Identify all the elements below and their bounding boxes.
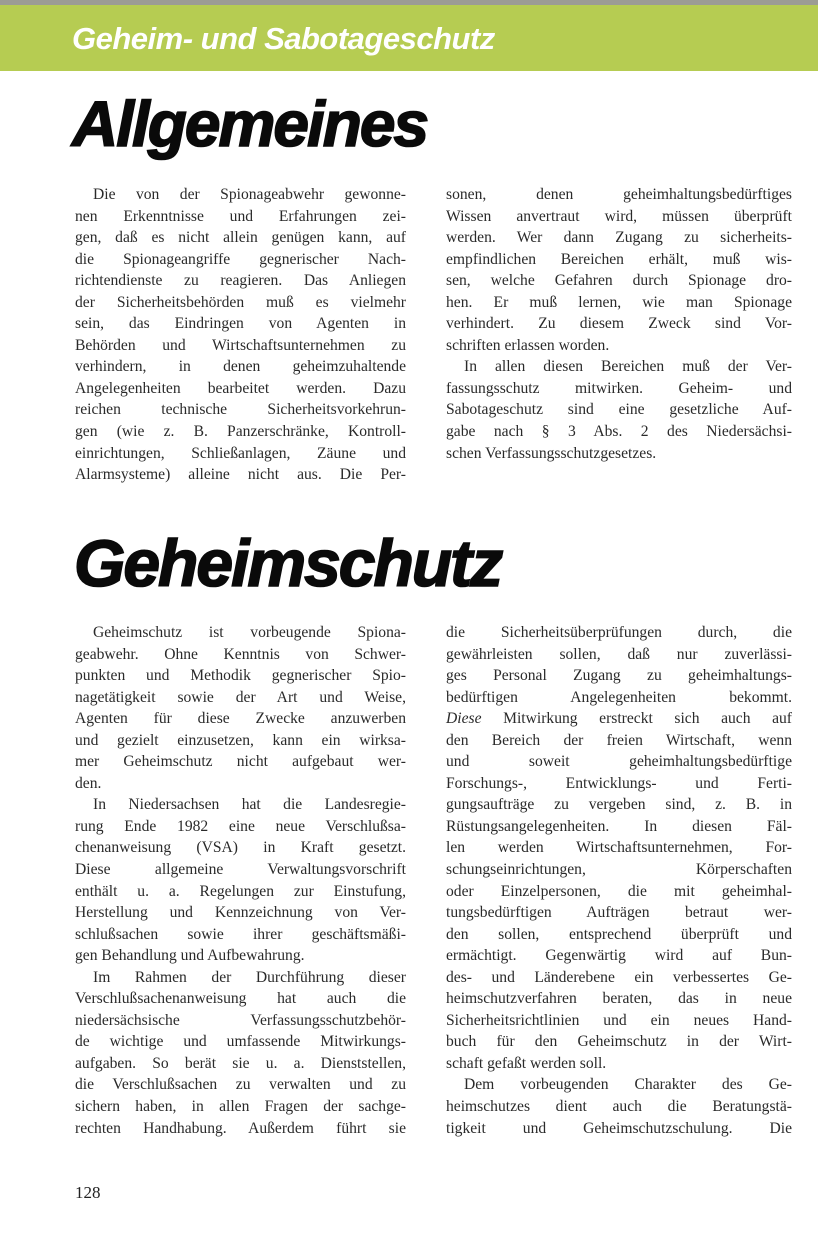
text-line: gewährleisten sollen, daß nur zuverlässi- [446, 645, 792, 663]
text-line: punkten und Methodik gegnerischer Spio- [75, 667, 406, 685]
text-line: hen. Er muß lernen, wie man Spionage [446, 293, 792, 311]
text-line: schungseinrichtungen, Körperschaften [446, 861, 792, 879]
text-line: sein, das Eindringen von Agenten in [75, 315, 406, 333]
text-line: verhindert. Zu diesem Zweck sind Vor- [446, 315, 792, 333]
text-line: sen, welche Gefahren durch Spionage dro- [446, 272, 792, 290]
text-line: enthält u. a. Regelungen zur Einstufung, [75, 882, 406, 900]
text-line: einrichtungen, Schließanlagen, Zäune und [75, 444, 406, 462]
text-line: Diese Mitwirkung erstreckt sich auch auf [446, 710, 792, 728]
allgemeines-left-column [75, 184, 406, 486]
geheimschutz-left-column [75, 622, 406, 1139]
text-line: ges Personal Zugang zu geheimhaltungs- [446, 667, 792, 685]
text-line: nen Erkenntnisse und Erfahrungen zei- [75, 207, 406, 225]
heading-allgemeines: Allgemeines [72, 88, 428, 160]
text-line: niedersächsische Verfassungsschutzbehör- [75, 1011, 406, 1029]
text-line: fassungsschutz mitwirken. Geheim- und [446, 379, 792, 397]
text-line: die Verschlußsachen zu verwalten und zu [75, 1076, 406, 1094]
text-line: schaft gefaßt werden soll. [446, 1054, 607, 1072]
text-line: geabwehr. Ohne Kenntnis von Schwer- [75, 645, 406, 663]
text-line: Herstellung und Kennzeichnung von Ver- [75, 904, 406, 922]
text-line: bedürftigen Angelegenheiten bekommt. [446, 688, 792, 706]
page-number: 128 [75, 1183, 101, 1202]
text-line: den Bereich der freien Wirtschaft, wenn [446, 731, 792, 749]
text-line: tigkeit und Geheimschutzschulung. Die [446, 1119, 792, 1137]
text-line: den sollen, entsprechend überprüft und [446, 925, 792, 943]
text-line: und gezielt einzusetzen, kann ein wirksa- [75, 731, 406, 749]
text-line: Behörden und Wirtschaftsunternehmen zu [75, 336, 406, 354]
text-line: Dem vorbeugenden Charakter des Ge- [464, 1076, 792, 1094]
text-line: rung Ende 1982 eine neue Verschlußsa- [75, 817, 406, 835]
heading-geheimschutz: Geheimschutz [74, 526, 502, 600]
text-line: sonen, denen geheimhaltungsbedürftiges [446, 186, 792, 203]
text-line: gungsaufträge zu vergeben sind, z. B. in [446, 796, 792, 814]
text-line: sichern haben, in allen Fragen der sachge- [75, 1098, 406, 1116]
text-line: empfindlichen Bereichen erhält, muß wis- [446, 250, 792, 268]
text-line: ermächtigt. Gegenwärtig wird auf Bun- [446, 947, 792, 965]
text-line: len werden Wirtschaftsunternehmen, For- [446, 839, 792, 857]
text-line: In allen diesen Bereichen muß der Ver- [464, 358, 792, 376]
text-line: der Sicherheitsbehörden muß es vielmehr [75, 293, 406, 311]
text-line: Sabotageschutz sind eine gesetzliche Auf- [446, 401, 792, 419]
text-line: rechten Handhabung. Außerdem führt sie [75, 1119, 406, 1137]
text-line: Angelegenheiten bearbeitet werden. Dazu [75, 379, 406, 397]
allgemeines-right-column [446, 184, 792, 464]
text-line: richtendienste zu reagieren. Das Anliegen [75, 272, 406, 290]
section-banner [0, 5, 818, 71]
text-line: die Spionageangriffe gegnerischer Nach- [75, 250, 406, 268]
emphasis-text: Diese [446, 710, 482, 728]
text-line: nagetätigkeit sowie der Art und Weise, [75, 688, 406, 706]
text-line: verhindern, in denen geheimzuhaltende [75, 358, 406, 376]
text-line: Diese allgemeine Verwaltungsvorschrift [75, 861, 406, 879]
text-line: buch für den Geheimschutz in der Wirt- [446, 1033, 792, 1051]
text-line: chenanweisung (VSA) in Kraft gesetzt. [75, 839, 406, 857]
text-line: schriften erlassen worden. [446, 336, 610, 354]
text-line: oder Einzelpersonen, die mit geheimhal- [446, 882, 792, 900]
geheimschutz-right-column [446, 622, 792, 1139]
text-line: aufgaben. So berät sie u. a. Dienststellen, [75, 1054, 406, 1072]
text-line: schen Verfassungsschutzgesetzes. [446, 444, 657, 462]
text-line: Forschungs-, Entwicklungs- und Ferti- [446, 774, 792, 792]
text-line: Im Rahmen der Durchführung dieser [93, 968, 406, 986]
text-line: und soweit geheimhaltungsbedürftige [446, 753, 792, 771]
text-line: heimschutzes dient auch die Beratungstä- [446, 1098, 792, 1116]
text-line: die Sicherheitsüberprüfungen durch, die [446, 624, 792, 641]
text-line: schlußsachen sowie ihrer geschäftsmäßi- [75, 925, 406, 943]
text-line: Die von der Spionageabwehr gewonne- [93, 186, 406, 203]
text-line: Alarmsysteme) alleine nicht aus. Die Per- [75, 466, 406, 484]
text-line: Geheimschutz ist vorbeugende Spiona- [93, 624, 406, 641]
text-line: mer Geheimschutz nicht aufgebaut wer- [75, 753, 406, 771]
text-line: den. [75, 774, 102, 792]
text-line: tungsbedürftigen Aufträgen betraut wer- [446, 904, 792, 922]
text-line: reichen technische Sicherheitsvorkehrun- [75, 401, 406, 419]
text-line: gen, daß es nicht allein genügen kann, auf [75, 229, 406, 247]
text-line: In Niedersachsen hat die Landesregie- [93, 796, 406, 814]
text-line: Sicherheitsrichtlinien und ein neues Hand- [446, 1011, 792, 1029]
text-line: heimschutzverfahren beraten, das in neue [446, 990, 792, 1008]
text-line: gen (wie z. B. Panzerschränke, Kontroll- [75, 423, 406, 441]
section-title: Geheim- und Sabotageschutz [72, 21, 495, 56]
text-line: de wichtige und umfassende Mitwirkungs- [75, 1033, 406, 1051]
text-line: Wissen anvertraut wird, müssen überprüft [446, 207, 792, 225]
text-line: Agenten für diese Zwecke anzuwerben [75, 710, 406, 728]
text-line: Verschlußsachenanweisung hat auch die [75, 990, 406, 1008]
text-line: Rüstungsangelegenheiten. In diesen Fäl- [446, 817, 792, 835]
text-line: gen Behandlung und Aufbewahrung. [75, 947, 305, 965]
text-line: werden. Wer dann Zugang zu sicherheits- [446, 229, 792, 247]
text-line: des- und Länderebene ein verbessertes Ge- [446, 968, 792, 986]
text-line: gabe nach § 3 Abs. 2 des Niedersächsi- [446, 423, 792, 441]
